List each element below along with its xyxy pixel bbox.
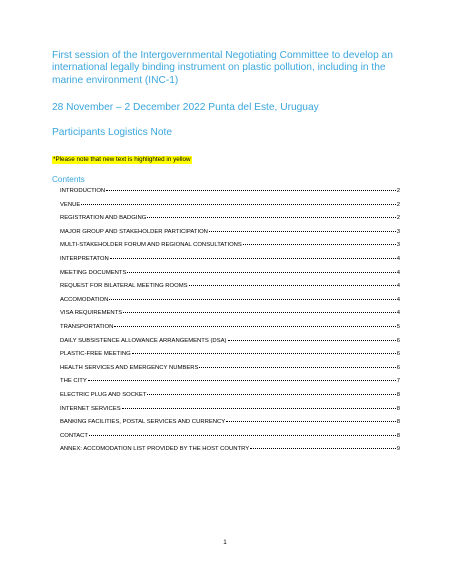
toc-item-page: 4	[396, 255, 400, 262]
toc-item[interactable]	[60, 213, 400, 227]
toc-leader-dots	[106, 186, 396, 191]
toc-item-title: TRANSPORTATION	[60, 323, 114, 330]
toc-item-page: 5	[396, 323, 400, 330]
toc-item-page: 6	[396, 337, 400, 344]
toc-item[interactable]	[60, 376, 400, 390]
toc-leader-dots	[147, 213, 395, 218]
toc-item-title: HEALTH SERVICES AND EMERGENCY NUMBERS	[60, 364, 199, 371]
highlight-note: *Please note that new text is highlighted in yellow	[53, 156, 191, 163]
toc-leader-dots	[81, 200, 395, 205]
toc-leader-dots	[199, 363, 395, 368]
toc-item-title: MEETING DOCUMENTS	[60, 269, 127, 276]
toc-item[interactable]	[60, 417, 400, 431]
toc-item-title: INTERNET SERVICES	[60, 405, 121, 412]
toc-item-page: 4	[396, 296, 400, 303]
toc-item-page: 8	[396, 419, 400, 426]
toc-item-page: 4	[396, 283, 400, 290]
toc-item-title: REQUEST FOR BILATERAL MEETING ROOMS	[60, 283, 188, 290]
toc-leader-dots	[228, 336, 396, 341]
toc-item-title: INTERPRETATON	[60, 255, 109, 262]
toc-item[interactable]	[60, 336, 400, 350]
toc-item-title: THE CITY	[60, 378, 87, 385]
toc-item-page: 2	[396, 188, 400, 194]
toc-item-page: 3	[396, 228, 400, 235]
toc-leader-dots	[89, 431, 396, 436]
toc-item-title: VENUE	[60, 201, 81, 208]
toc-leader-dots	[88, 376, 396, 381]
toc-leader-dots	[132, 349, 396, 354]
table-of-contents	[60, 186, 400, 458]
toc-item[interactable]	[60, 404, 400, 418]
toc-item-page: 3	[396, 242, 400, 249]
toc-item-title: DAILY SUBSISTENCE ALLOWANCE ARRANGEMENTS (DSA)	[60, 337, 227, 344]
toc-item-page: 9	[396, 446, 400, 453]
toc-item[interactable]	[60, 295, 400, 309]
toc-item-title: ACCOMODATION	[60, 296, 109, 303]
toc-item-page: 8	[396, 391, 400, 398]
contents-heading: Contents	[52, 175, 85, 184]
toc-item[interactable]	[60, 254, 400, 268]
toc-leader-dots	[123, 308, 396, 313]
toc-item-title: MULTI-STAKEHOLDER FORUM AND REGIONAL CONSULTATIONS	[60, 242, 242, 249]
toc-item-page: 6	[396, 364, 400, 371]
toc-item-page: 6	[396, 351, 400, 358]
toc-item[interactable]	[60, 227, 400, 241]
toc-item[interactable]	[60, 281, 400, 295]
toc-item-title: CONTACT	[60, 432, 89, 439]
document-title: First session of the Intergovernmental Negotiating Committee to develop an international legally binding instrument on plastic pollution, including in the marine environment (INC-1)	[52, 50, 393, 86]
toc-item[interactable]	[60, 431, 400, 445]
toc-item-title: ANNEX: ACCOMODATION LIST PROVIDED BY THE HOST COUNTRY	[60, 446, 250, 453]
toc-leader-dots	[122, 404, 396, 409]
toc-item-title: ELECTRIC PLUG AND SOCKET	[60, 391, 147, 398]
toc-leader-dots	[110, 254, 396, 259]
toc-item[interactable]	[60, 444, 400, 458]
toc-leader-dots	[109, 295, 395, 300]
toc-item[interactable]	[60, 308, 400, 322]
toc-leader-dots	[209, 227, 396, 232]
toc-item[interactable]	[60, 322, 400, 336]
toc-item[interactable]	[60, 200, 400, 214]
toc-item[interactable]	[60, 186, 400, 200]
toc-item[interactable]	[60, 268, 400, 282]
toc-leader-dots	[147, 390, 395, 395]
toc-item-page: 4	[396, 310, 400, 317]
toc-leader-dots	[189, 281, 396, 286]
toc-item-title: MAJOR GROUP AND STAKEHOLDER PARTICIPATION	[60, 228, 208, 235]
toc-leader-dots	[226, 417, 396, 422]
toc-item-page: 8	[396, 432, 400, 439]
meeting-dates: 28 November – 2 December 2022 Punta del Este, Uruguay	[52, 102, 319, 113]
toc-item-title: BANKING FACILITIES, POSTAL SERVICES AND CURRENCY	[60, 419, 226, 426]
toc-item[interactable]	[60, 349, 400, 363]
toc-item[interactable]	[60, 363, 400, 377]
toc-leader-dots	[250, 444, 396, 449]
toc-item-title: PLASTIC-FREE MEETING	[60, 351, 131, 358]
toc-item-title: INTRODUCTION	[60, 188, 106, 194]
toc-item[interactable]	[60, 240, 400, 254]
toc-item-page: 4	[396, 269, 400, 276]
toc-item-title: REGISTRATION AND BADGING	[60, 215, 147, 222]
document-subtitle: Participants Logistics Note	[52, 127, 173, 138]
toc-item-page: 2	[396, 215, 400, 222]
page-number: 1	[223, 539, 227, 546]
toc-item-page: 7	[396, 378, 400, 385]
toc-item-title: VISA REQUIREMENTS	[60, 310, 123, 317]
toc-item[interactable]	[60, 390, 400, 404]
toc-item-page: 2	[396, 201, 400, 208]
toc-leader-dots	[114, 322, 395, 327]
toc-item-page: 8	[396, 405, 400, 412]
toc-leader-dots	[243, 240, 396, 245]
toc-leader-dots	[127, 268, 395, 273]
